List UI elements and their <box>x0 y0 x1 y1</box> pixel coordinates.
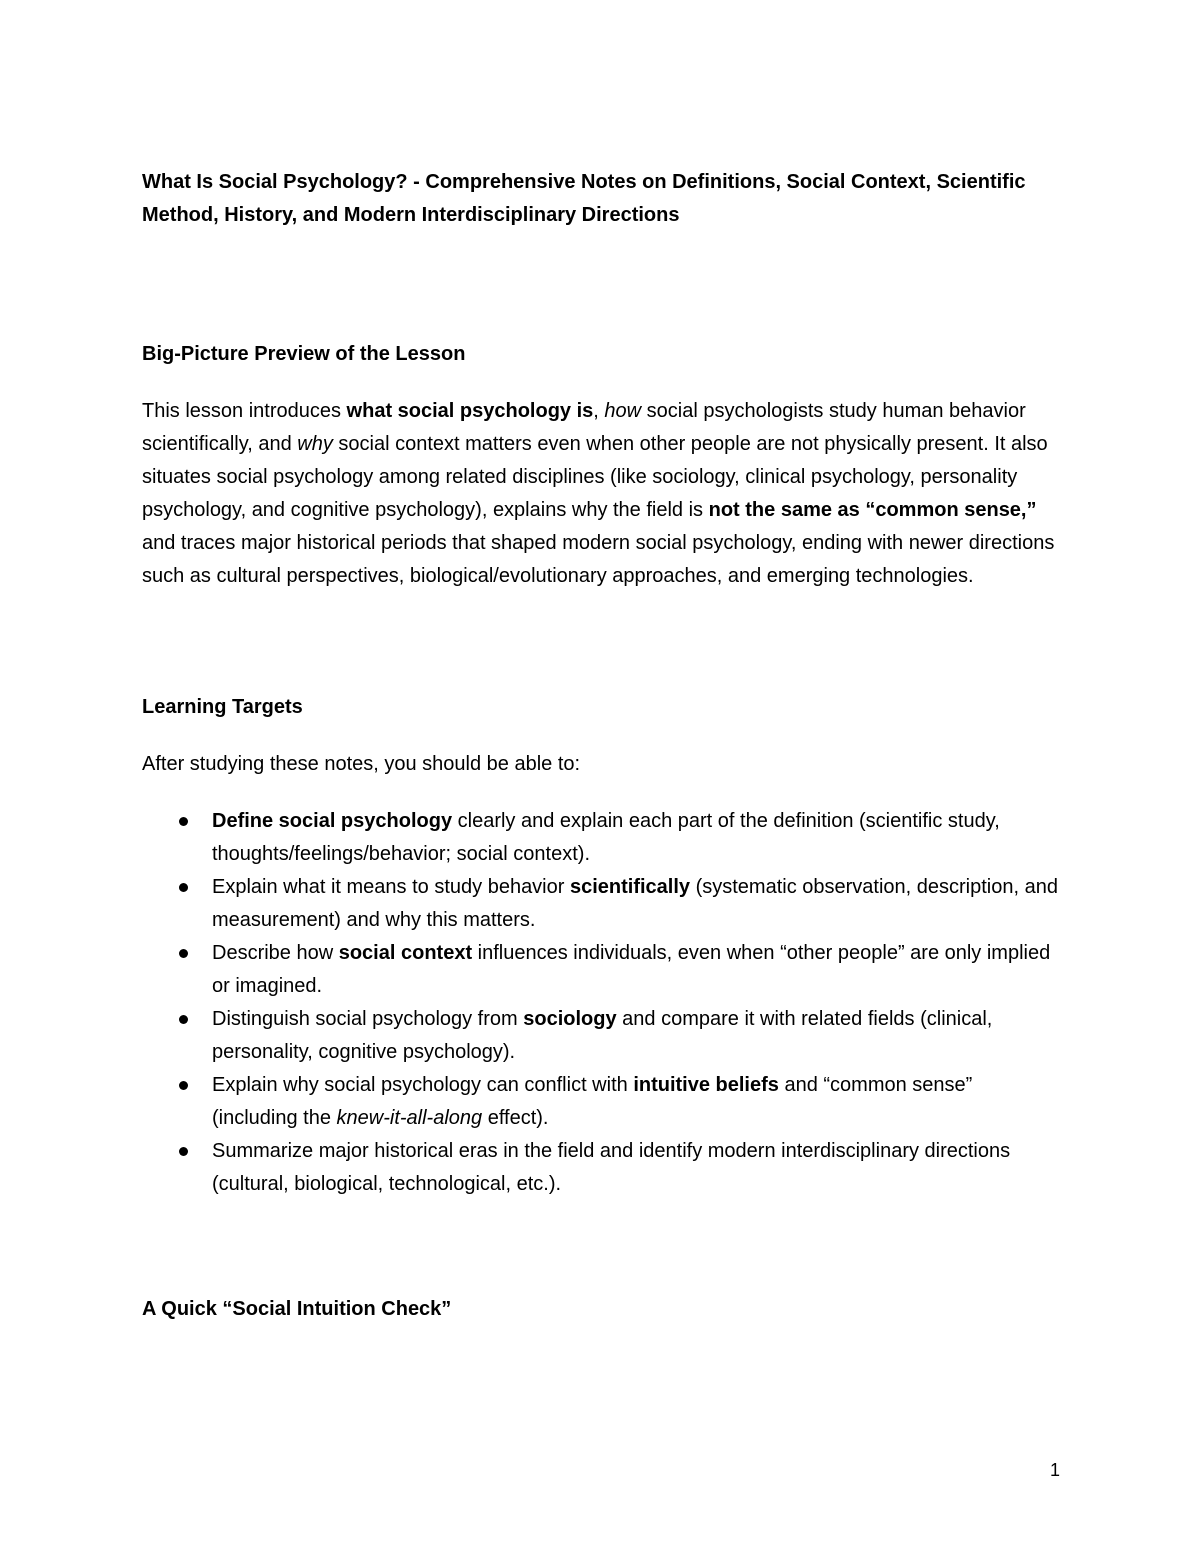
bold-run: intuitive beliefs <box>633 1074 779 1096</box>
text-run: , <box>593 400 605 422</box>
text-run: (systematic observation, description, and measurement) and why this matters. <box>212 876 1058 931</box>
bullet-icon <box>179 1015 188 1024</box>
learning-targets-intro: After studying these notes, you should be able to: <box>142 753 581 775</box>
text-run: and “common sense” (including the <box>212 1074 973 1129</box>
bold-run: sociology <box>523 1008 617 1030</box>
list-item <box>142 805 1062 871</box>
text-run: Explain why social psychology can conflict with <box>212 1074 634 1096</box>
text-run: Summarize major historical eras in the field and identify modern interdisciplinary directions (cultural, biological, technological, etc.). <box>212 1140 1011 1195</box>
italic-run: knew-it-all-along <box>336 1107 483 1129</box>
bold-run: not the same as “common sense,” <box>708 499 1037 521</box>
bold-run: Define social psychology <box>212 810 453 832</box>
list-item <box>142 1069 1062 1135</box>
list-item <box>142 1135 1062 1201</box>
bullet-icon <box>179 1147 188 1156</box>
preview-paragraph <box>142 395 1062 593</box>
text-run: Explain what it means to study behavior <box>212 876 570 898</box>
text-run: Describe how <box>212 942 339 964</box>
list-item <box>142 1003 1062 1069</box>
page-number: 1 <box>1049 1460 1060 1480</box>
bold-run: social context <box>338 942 473 964</box>
bullet-icon <box>179 817 188 826</box>
learning-targets-list <box>142 805 1062 1201</box>
italic-run: how <box>604 400 642 422</box>
bullet-icon <box>179 883 188 892</box>
heading-big-picture-preview: Big-Picture Preview of the Lesson <box>142 343 466 365</box>
text-run: This lesson introduces <box>142 400 347 422</box>
text-run: social context matters even when other people are not physically present. It also situates social psychology among related disciplines (like sociology, clinical psychology, personality psychology, and cognitive psychology), explains why the field is <box>142 433 1048 521</box>
heading-learning-targets: Learning Targets <box>142 696 303 718</box>
text-run: and traces major historical periods that shaped modern social psychology, ending with newer directions such as cultural perspectives, biological/evolutionary approaches, and emerging technologies. <box>142 532 1055 587</box>
page-content <box>142 166 1062 1326</box>
text-run: influences individuals, even when “other people” are only implied or imagined. <box>212 942 1051 997</box>
bullet-icon <box>179 949 188 958</box>
document-title: What Is Social Psychology? - Comprehensive Notes on Definitions, Social Context, Scientific Method, History, and Modern Interdisciplinary Directions <box>142 171 1026 226</box>
list-item <box>142 871 1062 937</box>
text-run: clearly and explain each part of the definition (scientific study, thoughts/feelings/behavior; social context). <box>212 810 1000 865</box>
list-item <box>142 937 1062 1003</box>
italic-run: why <box>297 433 333 455</box>
bold-run: scientifically <box>569 876 691 898</box>
bold-run: what social psychology is <box>346 400 594 422</box>
text-run: Distinguish social psychology from <box>212 1008 524 1030</box>
text-run: and compare it with related fields (clinical, personality, cognitive psychology). <box>212 1008 993 1063</box>
text-run: effect). <box>482 1107 549 1129</box>
heading-social-intuition-check: A Quick “Social Intuition Check” <box>142 1298 452 1320</box>
text-run: social psychologists study human behavior scientifically, and <box>142 400 1026 455</box>
bullet-icon <box>179 1081 188 1090</box>
